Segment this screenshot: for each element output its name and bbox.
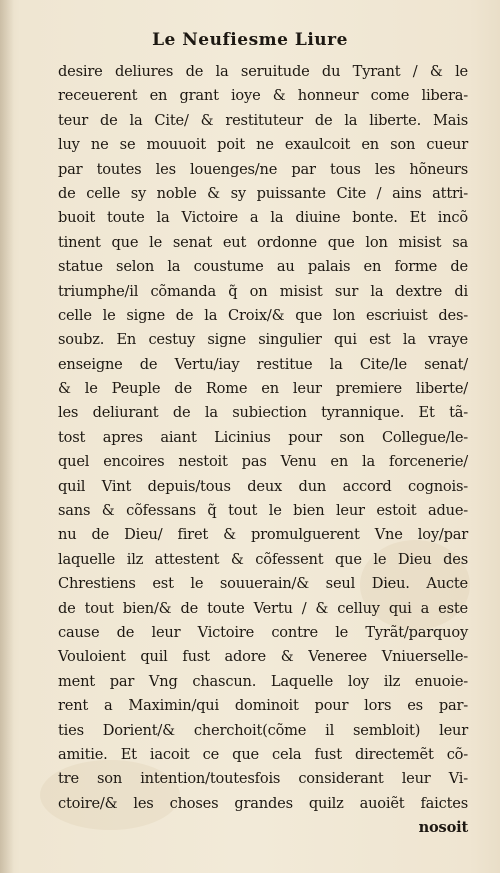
text-line: teur de la Cite/ & restituteur de la liberte. Mais bbox=[58, 111, 468, 129]
text-line: celle le signe de la Croix/& que lon escriuist des- bbox=[58, 306, 468, 324]
text-line: amitie. Et iacoit ce que cela fust directemẽt cõ- bbox=[58, 745, 468, 763]
text-line: sans & cõfessans q̃ tout le bien leur estoit adue- bbox=[58, 502, 468, 520]
text-block bbox=[58, 60, 468, 841]
text-line: rent a Maximin/qui dominoit pour lors es par- bbox=[58, 697, 468, 715]
text-line: quil Vint depuis/tous deux dun accord cognois- bbox=[58, 477, 468, 495]
text-line: par toutes les louenges/ne par tous les hõneurs bbox=[58, 160, 468, 178]
text-line: receuerent en grant ioye & honneur come libera- bbox=[58, 87, 468, 105]
text-line: ment par Vng chascun. Laquelle loy ilz enuoie- bbox=[58, 672, 468, 690]
text-line: nu de Dieu/ firet & promulguerent Vne loy/par bbox=[58, 526, 468, 544]
catchword: nosoit bbox=[418, 819, 468, 837]
text-line: tre son intention/toutesfois considerant leur Vi- bbox=[58, 770, 468, 788]
text-line: laquelle ilz attestent & cõfessent que le Dieu des bbox=[58, 550, 468, 568]
running-head: Le Neufiesme Liure bbox=[152, 30, 348, 50]
text-line: les deliurant de la subiection tyrannique. Et tã- bbox=[58, 404, 468, 422]
text-line: tinent que le senat eut ordonne que lon misist sa bbox=[58, 233, 468, 251]
text-line: statue selon la coustume au palais en forme de bbox=[58, 258, 468, 276]
text-line: buoit toute la Victoire a la diuine bonte. Et incõ bbox=[58, 209, 468, 227]
text-line: de celle sy noble & sy puissante Cite / ains attri- bbox=[58, 184, 468, 202]
text-line: luy ne se mouuoit poit ne exaulcoit en son cueur bbox=[58, 136, 468, 154]
text-line: & le Peuple de Rome en leur premiere liberte/ bbox=[58, 380, 468, 398]
gutter-shadow bbox=[0, 0, 14, 873]
text-line: soubz. En cestuy signe singulier qui est la vraye bbox=[58, 331, 468, 349]
text-line: cause de leur Victoire contre le Tyrãt/parquoy bbox=[58, 623, 468, 641]
text-line: ctoire/& les choses grandes quilz auoiẽt faictes bbox=[58, 794, 468, 812]
text-line: ties Dorient/& cherchoit(cõme il sembloit) leur bbox=[58, 721, 468, 739]
text-line: de tout bien/& de toute Vertu / & celluy qui a este bbox=[58, 599, 468, 617]
text-line: triumphe/il cõmanda q̃ on misist sur la dextre di bbox=[58, 282, 468, 300]
text-line: enseigne de Vertu/iay restitue la Cite/le senat/ bbox=[58, 355, 468, 373]
text-line: Vouloient quil fust adore & Veneree Vniuerselle- bbox=[58, 648, 468, 666]
text-line: quel encoires nestoit pas Venu en la forcenerie/ bbox=[58, 453, 468, 471]
text-line: Chrestiens est le souuerain/& seul Dieu. Aucte bbox=[58, 575, 468, 593]
text-line: tost apres aiant Licinius pour son Collegue/le- bbox=[58, 428, 468, 446]
text-line: desire deliures de la seruitude du Tyrant / & le bbox=[58, 63, 468, 80]
